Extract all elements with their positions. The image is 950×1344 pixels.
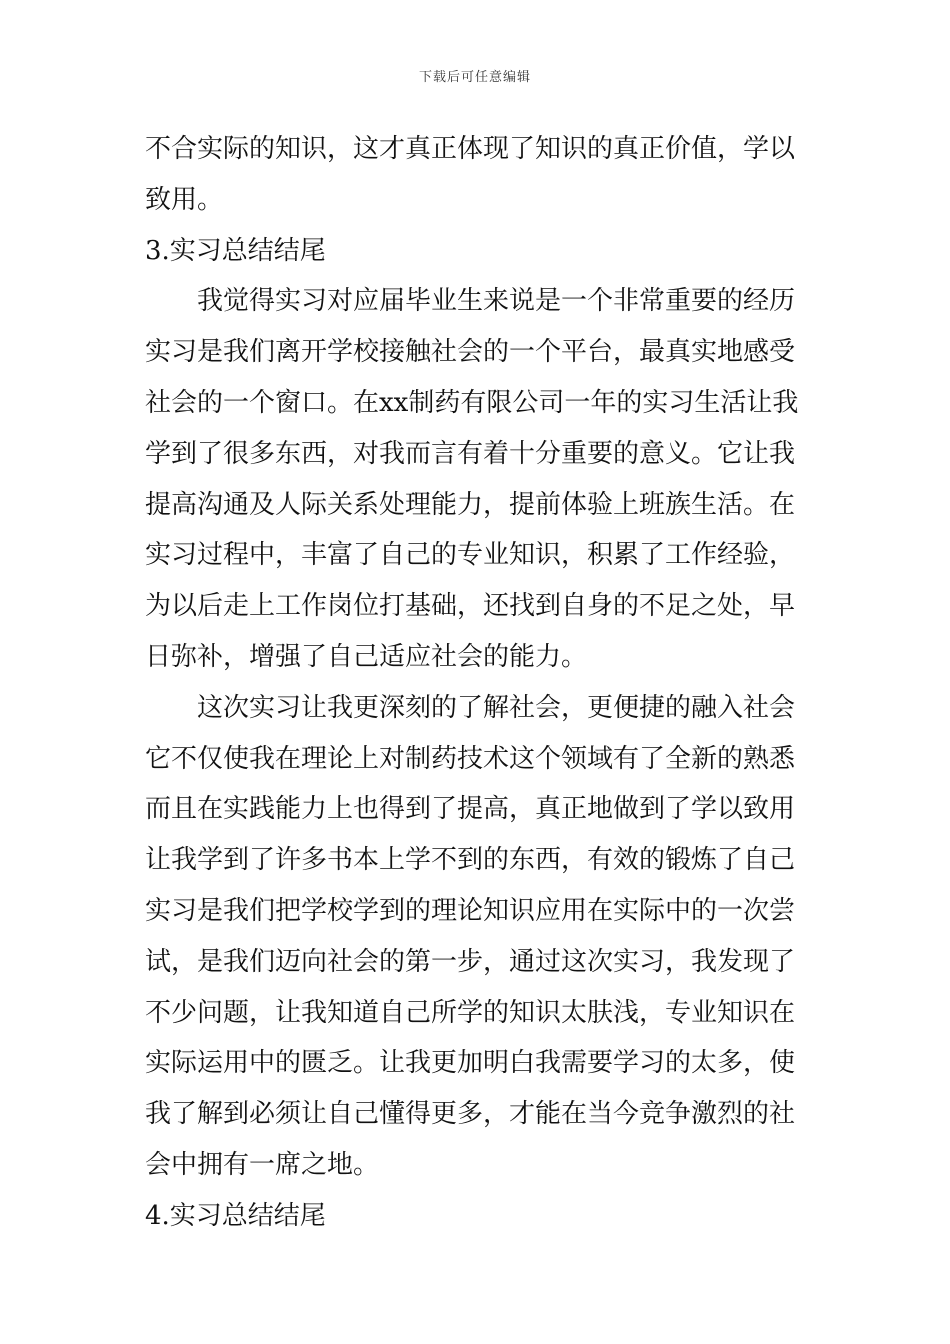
text-line: 实习过程中，丰富了自己的专业知识，积累了工作经验， [145,540,796,571]
text-line: 提高沟通及人际关系处理能力，提前体验上班族生活。在 [145,489,796,520]
text-line: 社会的一个窗口。在xx制药有限公司一年的实习生活让我 [145,387,799,418]
section-heading: 3.实习总结结尾 [145,235,326,266]
text-line: 试，是我们迈向社会的第一步，通过这次实习，我发现了 [145,946,796,977]
text-line: 实际运用中的匮乏。让我更加明白我需要学习的太多，使 [145,1048,796,1079]
text-line: 日弥补，增强了自己适应社会的能力。 [145,641,588,672]
section-heading: 4.实习总结结尾 [145,1200,326,1231]
text-line: 而且在实践能力上也得到了提高，真正地做到了学以致用 [145,794,796,825]
text-line: 为以后走上工作岗位打基础，还找到自身的不足之处，早 [145,591,796,622]
document-body [145,124,810,1242]
text-line: 会中拥有一席之地。 [145,1149,380,1180]
text-line: 实习是我们把学校学到的理论知识应用在实际中的一次尝 [145,895,796,926]
text-line: 不合实际的知识，这才真正体现了知识的真正价值，学以 [145,134,796,164]
text-line: 致用。 [145,184,224,215]
text-line: 实习是我们离开学校接触社会的一个平台，最真实地感受 [145,337,796,368]
text-line: 这次实习让我更深刻的了解社会，更便捷的融入社会 [197,692,796,723]
page-header: 下载后可任意编辑 [418,70,531,85]
text-line: 学到了很多东西，对我而言有着十分重要的意义。它让我 [145,438,796,469]
text-line: 我了解到必须让自己懂得更多，才能在当今竞争激烈的社 [145,1099,796,1130]
text-line: 让我学到了许多书本上学不到的东西，有效的锻炼了自己 [145,845,796,876]
text-line: 它不仅使我在理论上对制药技术这个领域有了全新的熟悉 [145,743,796,774]
text-line: 不少问题，让我知道自己所学的知识太肤浅，专业知识在 [145,997,796,1028]
text-line: 我觉得实习对应届毕业生来说是一个非常重要的经历 [197,286,796,317]
